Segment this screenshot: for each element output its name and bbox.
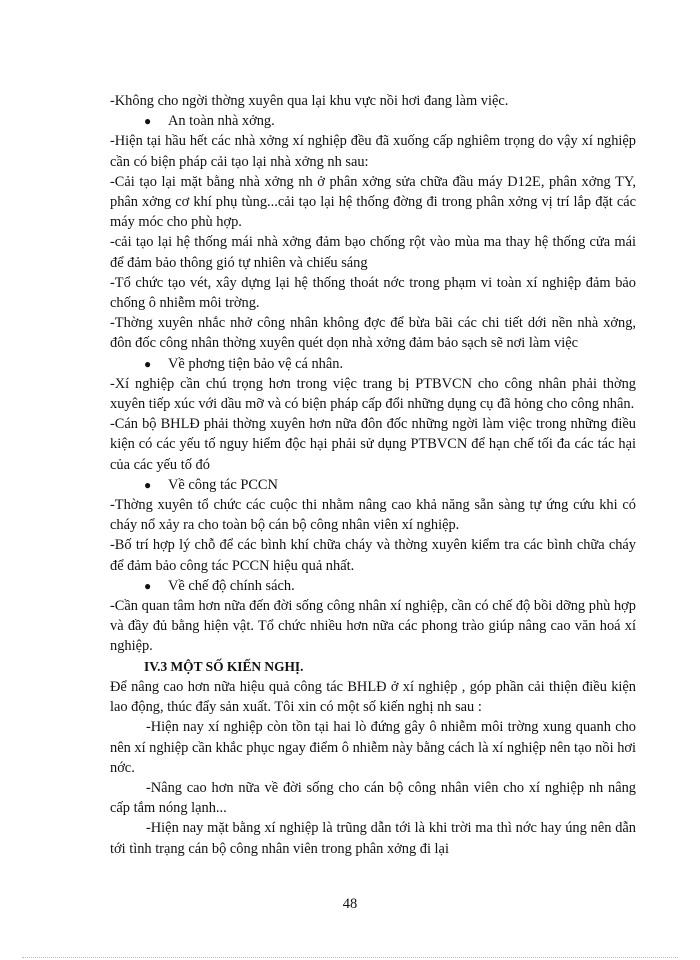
- bullet-item: [110, 475, 636, 495]
- bullet-text: Về chế độ chính sách.: [168, 577, 295, 594]
- bullet-item: [110, 111, 636, 131]
- paragraph: -Xí nghiệp cần chú trọng hơn trong việc trang bị PTBVCN cho công nhân phải thờng xuyên tiếp xúc với dầu mỡ và có biện pháp cấp đổi những dụng cụ đã hỏng cho công nhân.: [110, 375, 636, 413]
- paragraph: -Không cho ngời thờng xuyên qua lại khu vực nồi hơi đang làm việc.: [110, 93, 509, 109]
- paragraph: -Hiện nay xí nghiệp còn tồn tại hai lò đứng gây ô nhiễm môi trờng xung quanh cho nên xí nghiệp cần khắc phục ngay điểm ô nhiễm này bằng cách là xí nghiệp nên tạo nồi hơi nớc.: [110, 719, 636, 776]
- bullet-dot-icon: ●: [144, 114, 152, 129]
- paragraph: -Cần quan tâm hơn nữa đến đời sống công nhân xí nghiệp, cần có chế độ bồi dỡng phù hợp và đầy đủ bằng hiện vật. Tổ chức nhiều hơn nữa các phong trào giúp nâng cao văn hoá xí nghiệp.: [110, 598, 636, 655]
- bullet-dot-icon: ●: [144, 578, 152, 593]
- page-number: 48: [342, 896, 358, 912]
- paragraph: -Cải tạo lại mặt bằng nhà xởng nh ở phân xởng sửa chữa đầu máy D12E, phân xởng TY, phân xởng cơ khí phụ tùng...cải tạo lại hệ thống đờng đi trong phân xởng vị trí lắp đặt các máy móc cho phù hợp.: [110, 173, 636, 231]
- paragraph: -Hiện tại hầu hết các nhà xởng xí nghiệp đều đã xuống cấp nghiêm trọng do vậy xí nghiệp cần có biện pháp cải tạo lại nhà xởng nh sau:: [110, 133, 636, 170]
- paragraph: -Cán bộ BHLĐ phải thờng xuyên hơn nữa đôn đốc những ngời làm việc trong những điều kiện có các yếu tố nguy hiểm độc hại phải sử dụng PTBVCN để hạn chế tối đa các tác hại của các yếu tố đó: [110, 416, 636, 473]
- page-content: [110, 91, 636, 859]
- paragraph: -Nâng cao hơn nữa về đời sống cho cán bộ công nhân viên cho xí nghiệp nh nâng cấp tắm nóng lạnh...: [110, 779, 636, 817]
- section-heading: IV.3 MỘT SỐ KIẾN NGHỊ.: [144, 658, 304, 674]
- bullet-text: An toàn nhà xởng.: [168, 113, 275, 130]
- paragraph: -Bố trí hợp lý chỗ để các bình khí chữa cháy và thờng xuyên kiểm tra các bình chữa cháy để đảm bảo công tác PCCN hiệu quả nhất.: [110, 537, 636, 574]
- paragraph: Để nâng cao hơn nữa hiệu quả công tác BHLĐ ở xí nghiệp , góp phần cải thiện điều kiện lao động, thúc đẩy sản xuất. Tôi xin có một số kiến nghị nh sau :: [110, 678, 636, 716]
- paragraph: -Thờng xuyên nhắc nhở công nhân không đợc để bừa bãi các chi tiết dới nền nhà xởng, đôn đốc công nhân thờng xuyên quét dọn nhà xởng đảm bảo sạch sẽ nơi làm việc: [110, 315, 636, 352]
- bullet-dot-icon: ●: [144, 356, 152, 371]
- footer-divider: [22, 957, 678, 958]
- paragraph: -cải tạo lại hệ thống mái nhà xởng đảm bạo chống rột vào mùa ma thay hệ thống cửa mái để đảm bảo thông gió tự nhiên và chiếu sáng: [110, 234, 636, 271]
- paragraph: -Tổ chức tạo vét, xây dựng lại hệ thống thoát nớc trong phạm vi toàn xí nghiệp đảm bảo chống ô nhiễm môi trờng.: [110, 274, 636, 312]
- bullet-text: Về công tác PCCN: [168, 476, 278, 493]
- paragraph: -Hiện nay mặt bằng xí nghiệp là trũng dẫn tới là khi trời ma thì nớc hay úng nên dẫn tới tình trạng cán bộ công nhân viên trong phân xởng đi lại: [110, 820, 636, 857]
- bullet-text: Về phơng tiện bảo vệ cá nhân.: [168, 355, 344, 372]
- bullet-item: [110, 354, 636, 374]
- paragraph: -Thờng xuyên tổ chức các cuộc thi nhằm nâng cao khả năng sẵn sàng tự ứng cứu khi có cháy nổ xảy ra cho toàn bộ cán bộ công nhân viên xí nghiệp.: [110, 497, 636, 534]
- bullet-dot-icon: ●: [144, 477, 152, 492]
- bullet-item: [110, 576, 636, 596]
